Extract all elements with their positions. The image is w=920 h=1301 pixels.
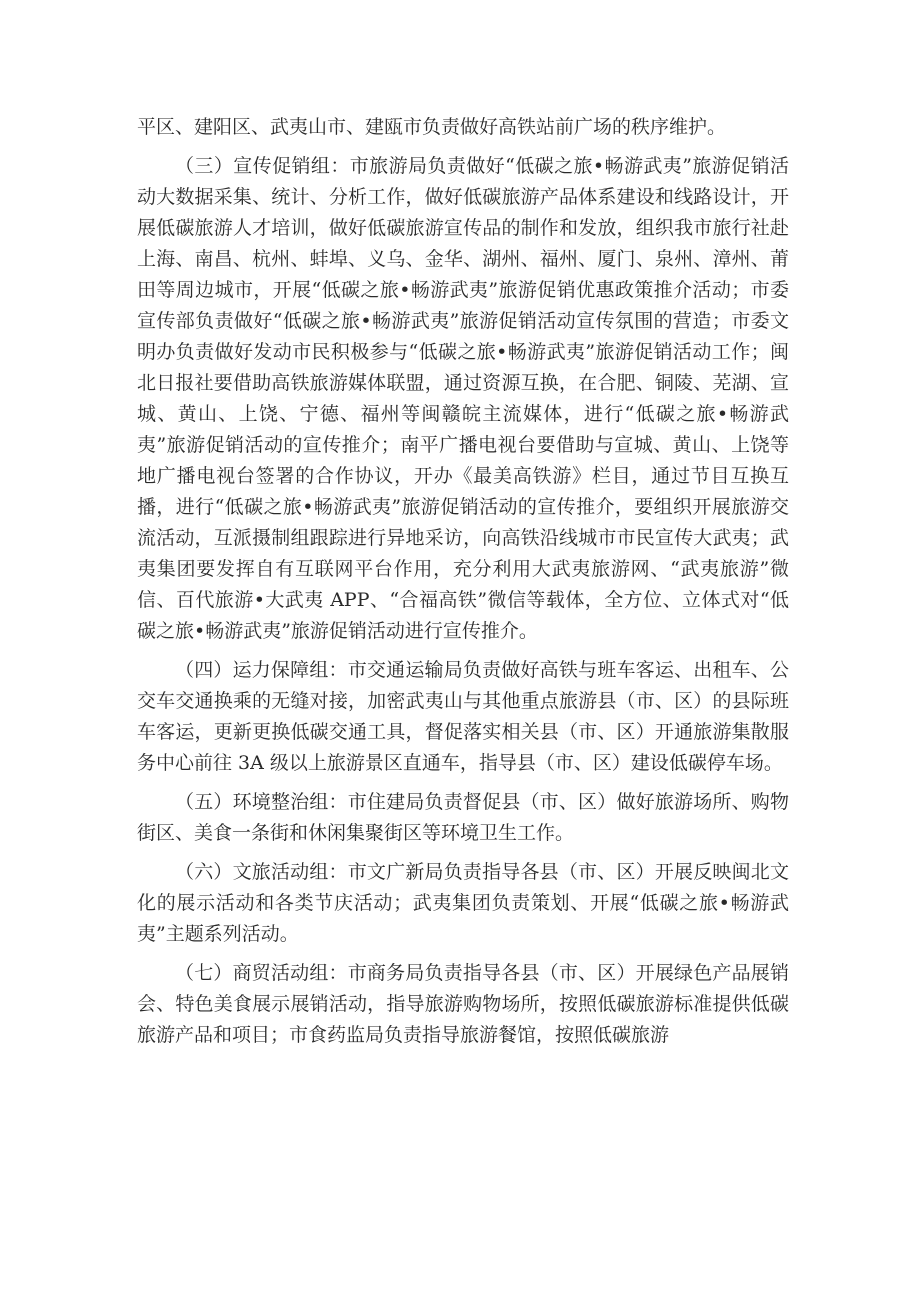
paragraph-culture-tourism-activity-group: （六）文旅活动组：市文广新局负责指导各县（市、区）开展反映闽北文化的展示活动和各类节庆活动；武夷集团负责策划、开展“低碳之旅•畅游武夷”主题系列活动。	[137, 861, 789, 945]
document-body	[137, 112, 789, 1059]
paragraph-environment-rectification-group: （五）环境整治组：市住建局负责督促县（市、区）做好旅游场所、购物街区、美食一条街和休闲集聚街区等环境卫生工作。	[137, 791, 789, 844]
paragraph-publicity-promotion-group: （三）宣传促销组：市旅游局负责做好“低碳之旅•畅游武夷”旅游促销活动大数据采集、统计、分析工作，做好低碳旅游产品体系建设和线路设计，开展低碳旅游人才培训，做好低碳旅游宣传品的制作和发放，组织我市旅行社赴上海、南昌、杭州、蚌埠、义乌、金华、湖州、福州、厦门、泉州、漳州、莆田等周边城市，开展“低碳之旅•畅游武夷”旅游促销优惠政策推介活动；市委宣传部负责做好“低碳之旅•畅游武夷”旅游促销活动宣传氛围的营造；市委文明办负责做好发动市民积极参与“低碳之旅•畅游武夷”旅游促销活动工作；闽北日报社要借助高铁旅游媒体联盟，通过资源互换，在合肥、铜陵、芜湖、宣城、黄山、上饶、宁德、福州等闽赣皖主流媒体，进行“低碳之旅•畅游武夷”旅游促销活动的宣传推介；南平广播电视台要借助与宣城、黄山、上饶等地广播电视台签署的合作协议，开办《最美高铁游》栏目，通过节目互换互播，进行“低碳之旅•畅游武夷”旅游促销活动的宣传推介，要组织开展旅游交流活动，互派摄制组跟踪进行异地采访，向高铁沿线城市市民宣传大武夷；武夷集团要发挥自有互联网平台作用，充分利用大武夷旅游网、“武夷旅游”微信、百代旅游•大武夷 APP、“合福高铁”微信等载体，全方位、立体式对“低碳之旅•畅游武夷”旅游促销活动进行宣传推介。	[137, 155, 789, 642]
paragraph-continuation: 平区、建阳区、武夷山市、建瓯市负责做好高铁站前广场的秩序维护。	[137, 116, 727, 138]
paragraph-transport-support-group: （四）运力保障组：市交通运输局负责做好高铁与班车客运、出租车、公交车交通换乘的无缝对接，加密武夷山与其他重点旅游县（市、区）的县际班车客运，更新更换低碳交通工具，督促落实相关县（市、区）开通旅游集散服务中心前往 3A 级以上旅游景区直通车，指导县（市、区）建设低碳停车场。	[137, 659, 789, 774]
paragraph-commerce-activity-group: （七）商贸活动组：市商务局负责指导各县（市、区）开展绿色产品展销会、特色美食展示展销活动，指导旅游购物场所，按照低碳旅游标准提供低碳旅游产品和项目；市食药监局负责指导旅游餐馆，按照低碳旅游	[137, 962, 789, 1046]
